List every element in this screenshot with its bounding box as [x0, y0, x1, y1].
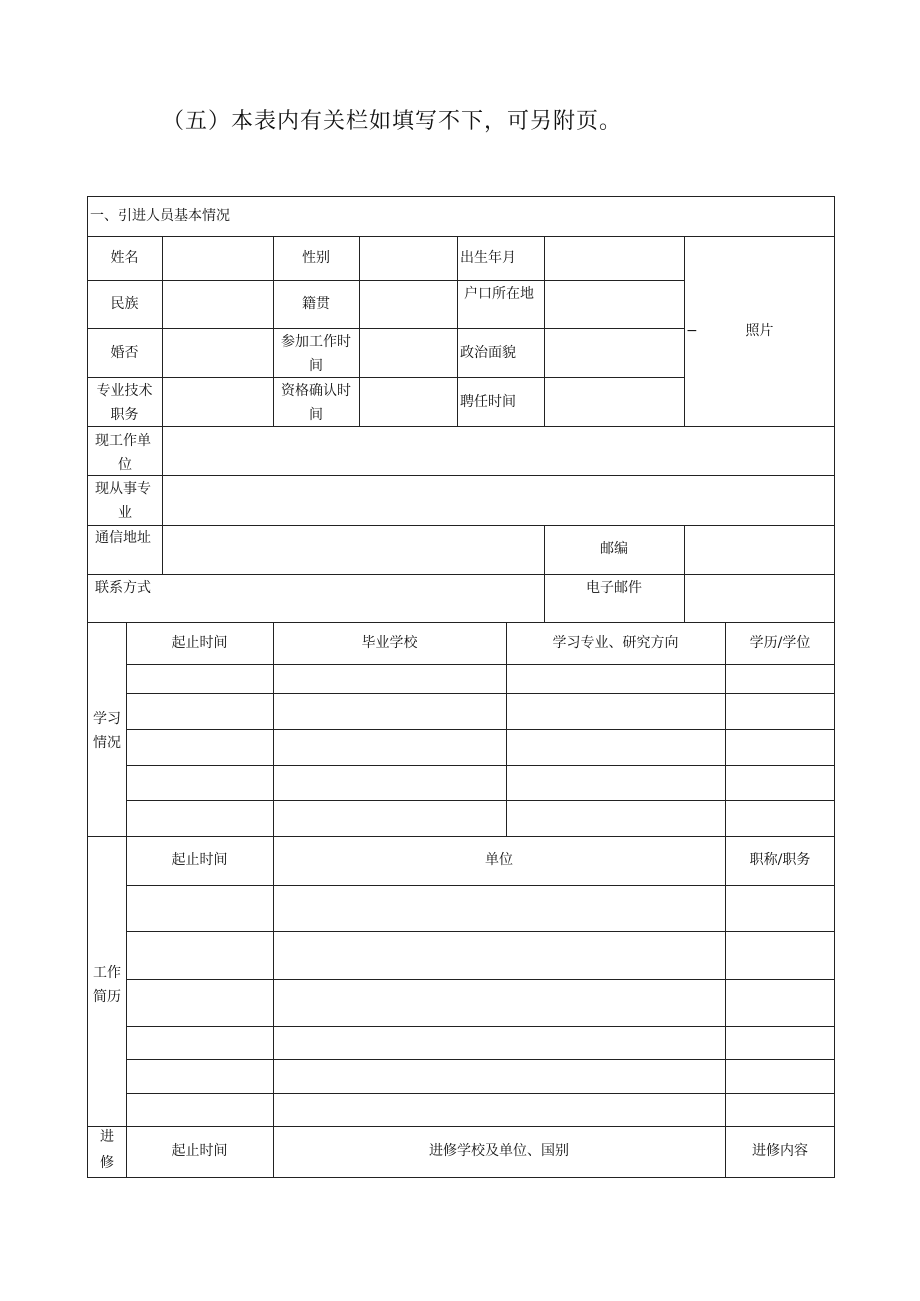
photo-dash: −	[686, 323, 698, 339]
header-degree: 学历/学位	[749, 635, 811, 651]
header-school: 毕业学校	[361, 635, 418, 651]
header-work-period: 起止时间	[171, 852, 228, 868]
label-study: 学习	[93, 711, 121, 727]
label-major-2: 业	[118, 505, 132, 521]
label-work-2: 简历	[93, 989, 121, 1005]
grid-line	[87, 475, 835, 476]
label-address: 通信地址	[95, 530, 151, 546]
grid-line	[126, 979, 835, 980]
grid-line	[87, 280, 684, 281]
label-ethnicity: 民族	[110, 296, 139, 312]
label-gender: 性别	[302, 250, 330, 266]
grid-line	[87, 836, 835, 837]
grid-line	[457, 236, 458, 426]
grid-line	[126, 1059, 835, 1060]
label-qualify: 资格确认时	[281, 383, 351, 399]
grid-line	[544, 236, 545, 426]
grid-line	[126, 885, 835, 886]
header-training-period: 起止时间	[171, 1143, 228, 1159]
form-note: （五）本表内有关栏如填写不下，可另附页。	[162, 109, 623, 134]
grid-line	[87, 574, 835, 575]
label-training-2: 修	[100, 1155, 114, 1171]
section-title: 一、引进人员基本情况	[90, 208, 230, 224]
label-contact: 联系方式	[95, 580, 151, 596]
label-major: 现从事专	[95, 481, 151, 497]
grid-line	[162, 236, 163, 574]
grid-line	[126, 664, 835, 665]
header-study-major: 学习专业、研究方向	[552, 635, 679, 651]
grid-line	[87, 1126, 835, 1127]
label-email: 电子邮件	[586, 580, 642, 596]
label-birth: 出生年月	[460, 250, 516, 266]
label-title: 专业技术	[96, 383, 153, 399]
label-name: 姓名	[110, 250, 139, 266]
grid-line	[126, 800, 835, 801]
label-postcode: 邮编	[600, 541, 628, 557]
header-training-institution: 进修学校及单位、国别	[429, 1143, 569, 1159]
label-appoint: 聘任时间	[460, 394, 516, 410]
header-study-period: 起止时间	[171, 635, 228, 651]
grid-line	[126, 693, 835, 694]
grid-line	[87, 525, 835, 526]
label-native-place: 籍贯	[302, 296, 330, 312]
header-job-title: 职称/职务	[749, 852, 811, 868]
label-work-start: 参加工作时	[281, 334, 351, 350]
header-work-unit: 单位	[485, 852, 513, 868]
grid-line	[684, 525, 685, 622]
label-work-start-2: 间	[309, 358, 323, 374]
grid-line	[273, 836, 274, 1126]
grid-line	[87, 622, 835, 623]
grid-line	[87, 328, 684, 329]
label-training: 进	[100, 1129, 114, 1145]
grid-line	[87, 236, 835, 237]
grid-line	[126, 729, 835, 730]
label-study-2: 情况	[93, 735, 121, 751]
label-hukou: 户口所在地	[464, 286, 534, 302]
grid-line	[126, 765, 835, 766]
label-title-2: 职务	[110, 407, 139, 423]
label-political: 政治面貌	[460, 345, 516, 361]
grid-line	[126, 622, 127, 1178]
grid-line	[725, 836, 726, 1126]
label-qualify-2: 间	[309, 407, 323, 423]
label-employer: 现工作单	[95, 433, 151, 449]
grid-line	[126, 1026, 835, 1027]
grid-line	[87, 426, 835, 427]
header-training-content: 进修内容	[752, 1143, 808, 1159]
label-photo: 照片	[745, 323, 774, 339]
label-work: 工作	[93, 965, 121, 981]
grid-line	[87, 377, 684, 378]
grid-line	[359, 236, 360, 426]
grid-line	[126, 931, 835, 932]
grid-line	[126, 1093, 835, 1094]
label-marital: 婚否	[110, 345, 139, 361]
label-employer-2: 位	[118, 457, 132, 473]
